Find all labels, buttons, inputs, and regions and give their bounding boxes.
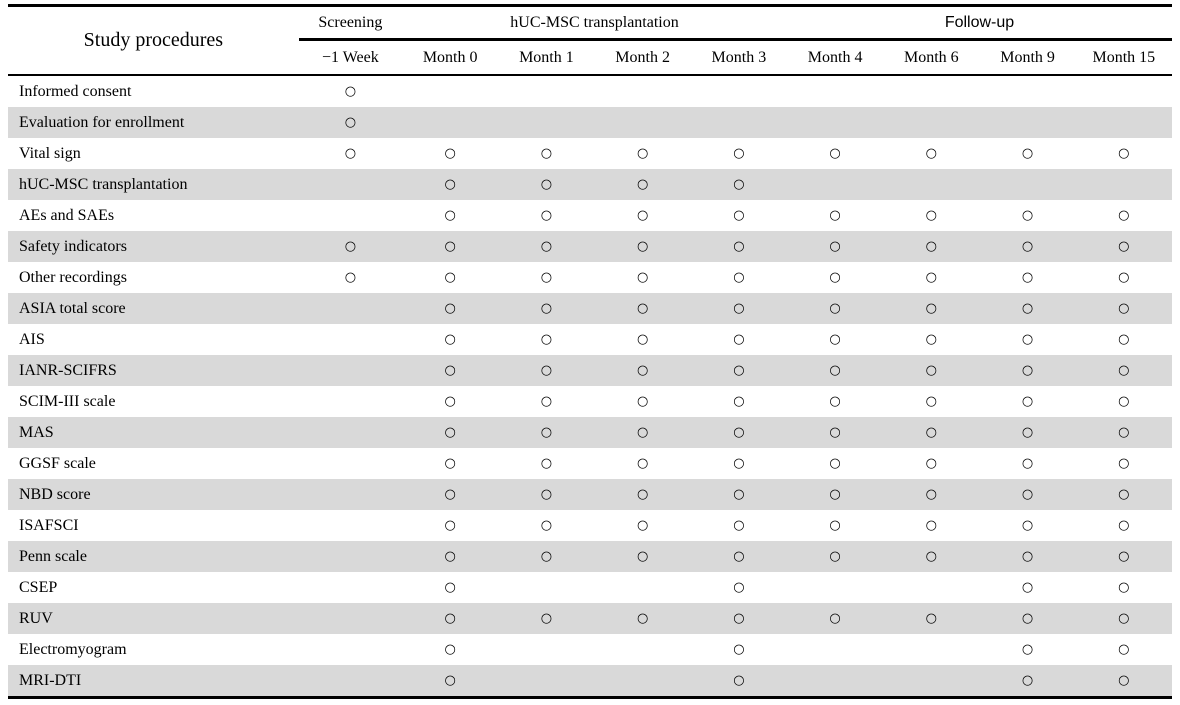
empty-cell: [299, 572, 402, 603]
empty-cell: [787, 75, 883, 107]
empty-cell: [883, 169, 979, 200]
scheduled-mark: ○: [402, 169, 498, 200]
timepoint-header: Month 2: [595, 40, 691, 76]
empty-cell: [299, 417, 402, 448]
scheduled-mark: ○: [636, 394, 649, 409]
scheduled-mark: ○: [444, 518, 456, 533]
procedure-label: IANR-SCIFRS: [8, 355, 299, 386]
scheduled-mark: ○: [883, 603, 979, 634]
scheduled-mark: ○: [1021, 146, 1034, 161]
empty-cell: [979, 107, 1075, 138]
scheduled-mark: ○: [691, 293, 787, 324]
corner-header: Study procedures: [8, 6, 299, 76]
scheduled-mark: ○: [636, 456, 649, 471]
scheduled-mark: ○: [1021, 456, 1034, 471]
procedure-label: SCIM-III scale: [19, 392, 116, 410]
table-row: [8, 324, 1172, 355]
scheduled-mark: ○: [1076, 665, 1172, 698]
table-row: [8, 386, 1172, 417]
scheduled-mark: ○: [1118, 456, 1130, 471]
scheduled-mark: ○: [1021, 332, 1034, 347]
scheduled-mark: ○: [595, 169, 691, 200]
empty-cell: [979, 75, 1075, 107]
scheduled-mark: ○: [1021, 642, 1034, 657]
scheduled-mark: ○: [829, 208, 841, 223]
scheduled-mark: ○: [540, 394, 553, 409]
table-row: [8, 665, 1172, 698]
empty-cell: [299, 324, 402, 355]
scheduled-mark: ○: [636, 332, 649, 347]
scheduled-mark: ○: [1118, 518, 1130, 533]
study-procedures-table: [8, 4, 1172, 699]
scheduled-mark: ○: [1021, 580, 1034, 595]
procedure-label: ASIA total score: [8, 293, 299, 324]
scheduled-mark: ○: [1118, 146, 1130, 161]
scheduled-mark: ○: [691, 355, 787, 386]
table-row: [8, 634, 1172, 665]
scheduled-mark: ○: [595, 293, 691, 324]
scheduled-mark: ○: [498, 355, 594, 386]
timepoint-header: Month 0: [402, 40, 498, 76]
scheduled-mark: ○: [595, 355, 691, 386]
empty-cell: [883, 75, 979, 107]
procedure-label: MAS: [8, 417, 299, 448]
scheduled-mark: ○: [402, 231, 498, 262]
empty-cell: [299, 386, 402, 417]
scheduled-mark: ○: [1076, 479, 1172, 510]
scheduled-mark: ○: [787, 355, 883, 386]
scheduled-mark: ○: [540, 456, 553, 471]
scheduled-mark: ○: [733, 642, 745, 657]
scheduled-mark: ○: [925, 456, 937, 471]
timepoint-header: Month 15: [1076, 40, 1172, 76]
table-row: [8, 200, 1172, 231]
scheduled-mark: ○: [787, 479, 883, 510]
scheduled-mark: ○: [733, 208, 745, 223]
scheduled-mark: ○: [787, 541, 883, 572]
scheduled-mark: ○: [498, 541, 594, 572]
table-row: [8, 169, 1172, 200]
scheduled-mark: ○: [402, 417, 498, 448]
scheduled-mark: ○: [402, 355, 498, 386]
scheduled-mark: ○: [979, 603, 1075, 634]
scheduled-mark: ○: [595, 417, 691, 448]
table-row: [8, 293, 1172, 324]
timepoint-header: Month 1: [498, 40, 594, 76]
empty-cell: [498, 634, 594, 665]
scheduled-mark: ○: [595, 541, 691, 572]
scheduled-mark: ○: [979, 417, 1075, 448]
empty-cell: [883, 107, 979, 138]
table-row: [8, 75, 1172, 107]
empty-cell: [299, 293, 402, 324]
scheduled-mark: ○: [691, 417, 787, 448]
empty-cell: [299, 541, 402, 572]
empty-cell: [691, 107, 787, 138]
scheduled-mark: ○: [299, 107, 402, 138]
scheduled-mark: ○: [344, 270, 357, 285]
scheduled-mark: ○: [1076, 541, 1172, 572]
empty-cell: [883, 572, 979, 603]
scheduled-mark: ○: [787, 231, 883, 262]
empty-cell: [299, 603, 402, 634]
procedure-label: Other recordings: [19, 268, 127, 286]
scheduled-mark: ○: [1021, 208, 1034, 223]
procedure-label: Penn scale: [8, 541, 299, 572]
scheduled-mark: ○: [1021, 518, 1034, 533]
scheduled-mark: ○: [787, 417, 883, 448]
empty-cell: [595, 107, 691, 138]
scheduled-mark: ○: [979, 293, 1075, 324]
scheduled-mark: ○: [1118, 270, 1130, 285]
scheduled-mark: ○: [829, 332, 841, 347]
procedure-label: Vital sign: [19, 144, 81, 162]
empty-cell: [299, 355, 402, 386]
scheduled-mark: ○: [402, 541, 498, 572]
empty-cell: [498, 107, 594, 138]
scheduled-mark: ○: [498, 417, 594, 448]
empty-cell: [787, 572, 883, 603]
procedure-label: MRI-DTI: [8, 665, 299, 698]
empty-cell: [979, 169, 1075, 200]
scheduled-mark: ○: [733, 332, 745, 347]
scheduled-mark: ○: [691, 479, 787, 510]
timepoint-header: Month 9: [979, 40, 1075, 76]
study-procedures-table-container: [8, 4, 1172, 699]
scheduled-mark: ○: [925, 518, 937, 533]
scheduled-mark: ○: [883, 417, 979, 448]
scheduled-mark: ○: [787, 293, 883, 324]
scheduled-mark: ○: [1118, 394, 1130, 409]
scheduled-mark: ○: [498, 231, 594, 262]
scheduled-mark: ○: [402, 479, 498, 510]
scheduled-mark: ○: [691, 231, 787, 262]
table-row: [8, 479, 1172, 510]
empty-cell: [787, 634, 883, 665]
group-header-transplantation: hUC-MSC transplantation: [402, 6, 787, 40]
scheduled-mark: ○: [498, 603, 594, 634]
scheduled-mark: ○: [787, 603, 883, 634]
scheduled-mark: ○: [979, 479, 1075, 510]
scheduled-mark: ○: [636, 270, 649, 285]
empty-cell: [883, 634, 979, 665]
scheduled-mark: ○: [540, 146, 553, 161]
table-body: [8, 75, 1172, 698]
scheduled-mark: ○: [444, 394, 456, 409]
scheduled-mark: ○: [595, 603, 691, 634]
scheduled-mark: ○: [636, 146, 649, 161]
group-header-follow-up: Follow-up: [787, 6, 1172, 40]
scheduled-mark: ○: [299, 231, 402, 262]
scheduled-mark: ○: [1021, 270, 1034, 285]
scheduled-mark: ○: [829, 518, 841, 533]
empty-cell: [498, 665, 594, 698]
empty-cell: [299, 510, 402, 541]
scheduled-mark: ○: [1076, 603, 1172, 634]
table-row: [8, 541, 1172, 572]
timepoint-header: −1 Week: [299, 40, 402, 76]
procedure-label: GGSF scale: [19, 454, 96, 472]
scheduled-mark: ○: [444, 642, 456, 657]
empty-cell: [299, 448, 402, 479]
scheduled-mark: ○: [540, 518, 553, 533]
procedure-label: hUC-MSC transplantation: [8, 169, 299, 200]
empty-cell: [691, 75, 787, 107]
table-row: [8, 417, 1172, 448]
scheduled-mark: ○: [1118, 208, 1130, 223]
scheduled-mark: ○: [691, 169, 787, 200]
scheduled-mark: ○: [540, 332, 553, 347]
scheduled-mark: ○: [402, 603, 498, 634]
timepoint-header: Month 3: [691, 40, 787, 76]
procedure-label: AIS: [19, 330, 45, 348]
procedure-label: Informed consent: [19, 82, 132, 100]
empty-cell: [883, 665, 979, 698]
scheduled-mark: ○: [733, 270, 745, 285]
scheduled-mark: ○: [829, 456, 841, 471]
group-header-screening: Screening: [299, 6, 402, 40]
scheduled-mark: ○: [402, 293, 498, 324]
empty-cell: [498, 75, 594, 107]
empty-cell: [595, 572, 691, 603]
scheduled-mark: ○: [540, 208, 553, 223]
scheduled-mark: ○: [540, 270, 553, 285]
procedure-label: AEs and SAEs: [19, 206, 115, 224]
scheduled-mark: ○: [883, 293, 979, 324]
empty-cell: [787, 169, 883, 200]
scheduled-mark: ○: [979, 665, 1075, 698]
scheduled-mark: ○: [733, 394, 745, 409]
scheduled-mark: ○: [498, 293, 594, 324]
scheduled-mark: ○: [595, 479, 691, 510]
procedure-label: ISAFSCI: [19, 516, 79, 534]
table-row: [8, 262, 1172, 293]
scheduled-mark: ○: [925, 332, 937, 347]
scheduled-mark: ○: [444, 580, 456, 595]
procedure-label: Safety indicators: [8, 231, 299, 262]
timepoint-header: Month 4: [787, 40, 883, 76]
scheduled-mark: ○: [444, 270, 456, 285]
scheduled-mark: ○: [829, 394, 841, 409]
scheduled-mark: ○: [733, 580, 745, 595]
scheduled-mark: ○: [733, 146, 745, 161]
scheduled-mark: ○: [691, 603, 787, 634]
scheduled-mark: ○: [883, 231, 979, 262]
scheduled-mark: ○: [444, 456, 456, 471]
scheduled-mark: ○: [979, 231, 1075, 262]
scheduled-mark: ○: [925, 394, 937, 409]
empty-cell: [402, 75, 498, 107]
scheduled-mark: ○: [883, 355, 979, 386]
procedure-label: Electromyogram: [19, 640, 127, 658]
scheduled-mark: ○: [595, 231, 691, 262]
scheduled-mark: ○: [979, 355, 1075, 386]
timepoint-header: Month 6: [883, 40, 979, 76]
scheduled-mark: ○: [1076, 417, 1172, 448]
scheduled-mark: ○: [925, 270, 937, 285]
scheduled-mark: ○: [402, 665, 498, 698]
scheduled-mark: ○: [829, 146, 841, 161]
scheduled-mark: ○: [1076, 231, 1172, 262]
scheduled-mark: ○: [1076, 355, 1172, 386]
empty-cell: [299, 169, 402, 200]
procedure-label: RUV: [8, 603, 299, 634]
table-row: [8, 355, 1172, 386]
empty-cell: [1076, 107, 1172, 138]
scheduled-mark: ○: [1118, 580, 1130, 595]
table-row: [8, 138, 1172, 169]
scheduled-mark: ○: [733, 518, 745, 533]
scheduled-mark: ○: [498, 479, 594, 510]
table-row: [8, 603, 1172, 634]
scheduled-mark: ○: [498, 169, 594, 200]
empty-cell: [299, 634, 402, 665]
empty-cell: [1076, 169, 1172, 200]
table-row: [8, 231, 1172, 262]
empty-cell: [787, 665, 883, 698]
scheduled-mark: ○: [925, 208, 937, 223]
scheduled-mark: ○: [691, 665, 787, 698]
scheduled-mark: ○: [636, 208, 649, 223]
scheduled-mark: ○: [1118, 642, 1130, 657]
scheduled-mark: ○: [1076, 293, 1172, 324]
scheduled-mark: ○: [691, 541, 787, 572]
procedure-label: NBD score: [8, 479, 299, 510]
scheduled-mark: ○: [733, 456, 745, 471]
table-header: [8, 6, 1172, 76]
scheduled-mark: ○: [1021, 394, 1034, 409]
empty-cell: [299, 200, 402, 231]
scheduled-mark: ○: [925, 146, 937, 161]
scheduled-mark: ○: [636, 518, 649, 533]
scheduled-mark: ○: [344, 84, 357, 99]
empty-cell: [595, 665, 691, 698]
procedure-label: Evaluation for enrollment: [8, 107, 299, 138]
table-row: [8, 572, 1172, 603]
table-row: [8, 448, 1172, 479]
scheduled-mark: ○: [883, 479, 979, 510]
table-row: [8, 107, 1172, 138]
empty-cell: [299, 665, 402, 698]
empty-cell: [595, 634, 691, 665]
scheduled-mark: ○: [444, 208, 456, 223]
empty-cell: [299, 479, 402, 510]
scheduled-mark: ○: [979, 541, 1075, 572]
procedure-label: CSEP: [19, 578, 58, 596]
scheduled-mark: ○: [883, 541, 979, 572]
empty-cell: [1076, 75, 1172, 107]
scheduled-mark: ○: [444, 146, 456, 161]
empty-cell: [787, 107, 883, 138]
empty-cell: [402, 107, 498, 138]
scheduled-mark: ○: [829, 270, 841, 285]
scheduled-mark: ○: [1118, 332, 1130, 347]
table-row: [8, 510, 1172, 541]
scheduled-mark: ○: [344, 146, 357, 161]
scheduled-mark: ○: [444, 332, 456, 347]
empty-cell: [498, 572, 594, 603]
empty-cell: [595, 75, 691, 107]
